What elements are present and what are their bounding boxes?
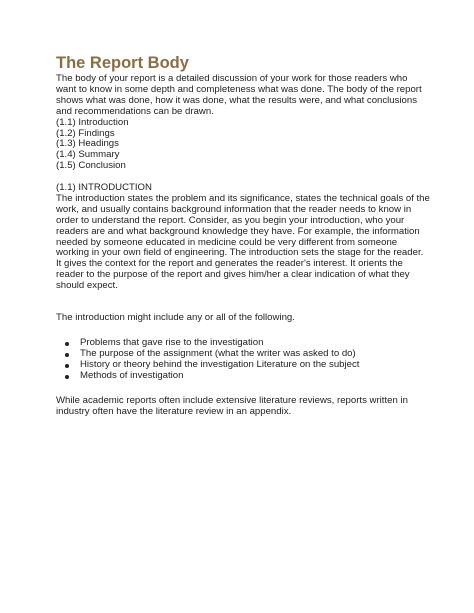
introduction-line: reader to the purpose of the report and gives him/her a clear indication of what they: [56, 269, 410, 281]
closing-paragraph: [56, 396, 424, 418]
bullet-text: The purpose of the assignment (what the writer was asked to do): [80, 347, 356, 359]
bullet-icon: [65, 364, 69, 368]
contents-item: (1.5) Conclusion: [56, 160, 126, 172]
bullet-text: History or theory behind the investigation Literature on the subject: [80, 358, 360, 370]
intro-line: and recommendations can be drawn.: [56, 105, 214, 117]
introduction-line: work, and usually contains background information that the reader needs to know in: [56, 203, 412, 215]
contents-item: (1.2) Findings: [56, 127, 115, 139]
intro-paragraph: [56, 74, 424, 118]
bullet-list: [56, 338, 424, 382]
introduction-line: should expect.: [56, 280, 118, 292]
section-heading: (1.1) INTRODUCTION: [56, 182, 152, 194]
bullet-text: Methods of investigation: [80, 369, 184, 381]
introduction-line: readers are and what background knowledge they have. For example, the information: [56, 225, 420, 237]
introduction-line: The introduction states the problem and its significance, states the technical goals of the: [56, 192, 430, 204]
closing-line: While academic reports often include extensive literature reviews, reports written in: [56, 394, 408, 406]
bullet-icon: [65, 353, 69, 357]
introduction-line: needed by someone educated in medicine could be very different from someone: [56, 236, 398, 248]
introduction-line: working in your own field of engineering. The introduction sets the stage for the reader.: [56, 247, 424, 259]
contents-item: (1.1) Introduction: [56, 116, 129, 128]
page-title: The Report Body: [56, 54, 189, 72]
bullet-text: Problems that gave rise to the investigation: [80, 337, 264, 349]
introduction-line: order to understand the report. Consider, as you begin your introduction, who your: [56, 214, 405, 226]
bullet-item: [56, 371, 424, 382]
spacer: [56, 292, 424, 313]
document-page: [56, 54, 430, 417]
closing-line: industry often have the literature review in an appendix.: [56, 405, 292, 417]
intro-line: want to know in some depth and completeness what was done. The body of the report: [56, 83, 422, 95]
bullet-icon: [65, 342, 69, 346]
spacer: [56, 382, 424, 396]
intro-line: The body of your report is a detailed discussion of your work for those readers who: [56, 73, 408, 84]
contents-item: (1.3) Headings: [56, 138, 119, 150]
list-intro: The introduction might include any or all of the following.: [56, 312, 295, 324]
contents-list: [56, 118, 424, 173]
introduction-line: It gives the context for the report and generates the reader's interest. It orients the: [56, 258, 403, 270]
intro-line: shows what was done, how it was done, what the results were, and what conclusions: [56, 94, 418, 106]
contents-item: (1.4) Summary: [56, 149, 120, 161]
bullet-icon: [65, 375, 69, 379]
introduction-paragraph: [56, 192, 430, 292]
spacer: [56, 324, 424, 338]
